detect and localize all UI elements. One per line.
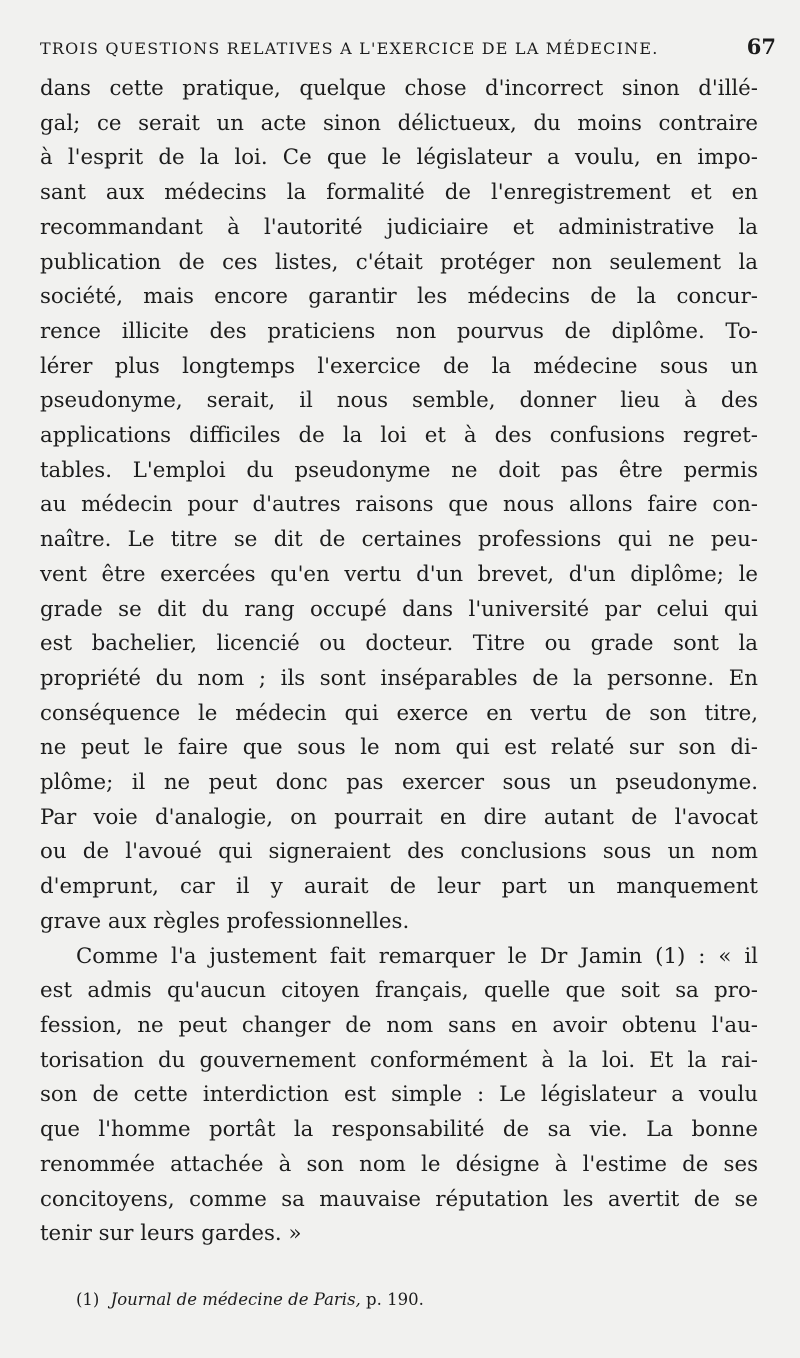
footnote-journal: Journal de médecine de Paris,	[110, 1290, 361, 1309]
text-line: tables. L'emploi du pseudonyme ne doit pas être permis	[40, 457, 758, 483]
text-line: ne peut le faire que sous le nom qui est relaté sur son di-	[40, 735, 758, 761]
text-line: que l'homme portât la responsabilité de sa vie. La bonne	[40, 1117, 758, 1143]
text-line: Comme l'a justement fait remarquer le Dr Jamin (1) : « il	[76, 943, 758, 969]
paragraph-2	[40, 940, 758, 1252]
text-line: tenir sur leurs gardes. »	[40, 1221, 302, 1247]
text-line: société, mais encore garantir les médecins de la concur-	[40, 284, 758, 310]
page-number: 67	[746, 34, 776, 59]
text-line: sant aux médecins la formalité de l'enregistrement et en	[40, 180, 758, 206]
text-line: renommée attachée à son nom le désigne à l'estime de ses	[40, 1151, 758, 1177]
text-line: propriété du nom ; ils sont inséparables de la personne. En	[40, 665, 758, 691]
text-line: rence illicite des praticiens non pourvus de diplôme. To-	[40, 318, 758, 344]
text-line: pseudonyme, serait, il nous semble, donner lieu à des	[40, 388, 758, 414]
text-line: conséquence le médecin qui exerce en vertu de son titre,	[40, 700, 758, 726]
text-line: est bachelier, licencié ou docteur. Titre ou grade sont la	[40, 631, 758, 657]
text-line: naître. Le titre se dit de certaines professions qui ne peu-	[40, 527, 758, 553]
text-line: à l'esprit de la loi. Ce que le législateur a voulu, en impo-	[40, 145, 758, 171]
text-line: gal; ce serait un acte sinon délictueux, du moins contraire	[40, 110, 758, 136]
text-line: grave aux règles professionnelles.	[40, 908, 410, 934]
body-text	[40, 72, 758, 1252]
text-line: publication de ces listes, c'était protéger non seulement la	[40, 249, 758, 275]
text-line: recommandant à l'autorité judiciaire et administrative la	[40, 214, 758, 240]
text-line: est admis qu'aucun citoyen français, quelle que soit sa pro-	[40, 978, 758, 1004]
text-line: concitoyens, comme sa mauvaise réputation les avertit de se	[40, 1186, 758, 1212]
text-line: son de cette interdiction est simple : Le législateur a voulu	[40, 1082, 758, 1108]
text-line: lérer plus longtemps l'exercice de la médecine sous un	[40, 353, 758, 379]
footnote	[76, 1290, 424, 1309]
running-title: TROIS QUESTIONS RELATIVES A L'EXERCICE DE LA MÉDECINE.	[40, 39, 659, 58]
text-line: dans cette pratique, quelque chose d'incorrect sinon d'illé-	[40, 76, 758, 101]
text-line: plôme; il ne peut donc pas exercer sous un pseudonyme.	[40, 770, 758, 796]
text-line: vent être exercées qu'en vertu d'un brevet, d'un diplôme; le	[40, 561, 758, 587]
footnote-mark: (1)	[76, 1290, 100, 1309]
text-line: au médecin pour d'autres raisons que nous allons faire con-	[40, 492, 758, 518]
text-line: ou de l'avoué qui signeraient des conclusions sous un nom	[40, 839, 758, 865]
text-line: fession, ne peut changer de nom sans en avoir obtenu l'au-	[40, 1012, 758, 1038]
text-line: applications difficiles de la loi et à des confusions regret-	[40, 423, 758, 449]
text-line: torisation du gouvernement conformément à la loi. Et la rai-	[40, 1047, 758, 1073]
text-line: Par voie d'analogie, on pourrait en dire autant de l'avocat	[40, 804, 758, 830]
text-line: grade se dit du rang occupé dans l'université par celui qui	[40, 596, 758, 622]
footnote-page: p. 190.	[366, 1290, 424, 1309]
page-header	[40, 34, 776, 62]
paragraph-1	[40, 72, 758, 940]
text-line: d'emprunt, car il y aurait de leur part un manquement	[40, 874, 758, 900]
